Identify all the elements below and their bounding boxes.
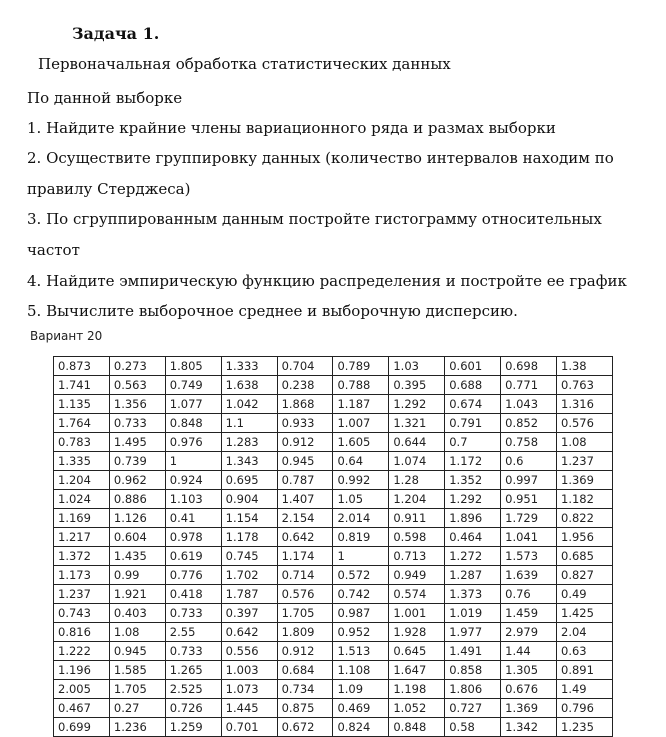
- table-cell: 0.742: [333, 585, 389, 604]
- table-cell: 1.356: [109, 395, 165, 414]
- table-cell: 0.574: [389, 585, 445, 604]
- table-cell: 1.1: [221, 414, 277, 433]
- table-cell: 0.695: [221, 471, 277, 490]
- table-cell: 0.816: [54, 623, 110, 642]
- table-cell: 0.949: [389, 566, 445, 585]
- table-cell: 1.806: [445, 680, 501, 699]
- task-subtitle: Первоначальная обработка статистических данных: [38, 55, 451, 73]
- table-cell: 0.997: [501, 471, 557, 490]
- table-cell: 1.019: [445, 604, 501, 623]
- table-cell: 1.343: [221, 452, 277, 471]
- table-cell: 0.576: [277, 585, 333, 604]
- table-cell: 1.05: [333, 490, 389, 509]
- table-cell: 0.727: [445, 699, 501, 718]
- table-cell: 0.467: [54, 699, 110, 718]
- table-cell: 1.491: [445, 642, 501, 661]
- table-cell: 1.236: [109, 718, 165, 737]
- table-cell: 1.705: [109, 680, 165, 699]
- table-cell: 1.03: [389, 357, 445, 376]
- table-cell: 1.169: [54, 509, 110, 528]
- table-cell: 1.172: [445, 452, 501, 471]
- table-cell: 1.007: [333, 414, 389, 433]
- table-cell: 1.204: [389, 490, 445, 509]
- table-cell: 1.369: [557, 471, 613, 490]
- table-cell: 0.58: [445, 718, 501, 737]
- variant-label: Вариант 20: [30, 329, 103, 343]
- table-cell: 0.912: [277, 642, 333, 661]
- table-cell: 0.952: [333, 623, 389, 642]
- table-cell: 0.714: [277, 566, 333, 585]
- table-cell: 1.977: [445, 623, 501, 642]
- table-cell: 1.585: [109, 661, 165, 680]
- table-cell: 1.182: [557, 490, 613, 509]
- table-cell: 0.397: [221, 604, 277, 623]
- task-item-3-continued: частот: [27, 241, 80, 259]
- table-cell: 1.38: [557, 357, 613, 376]
- table-cell: 0.987: [333, 604, 389, 623]
- table-cell: 0.819: [333, 528, 389, 547]
- table-cell: 0.27: [109, 699, 165, 718]
- task-intro: По данной выборке: [27, 89, 183, 107]
- table-cell: 1.09: [333, 680, 389, 699]
- table-cell: 1.024: [54, 490, 110, 509]
- task-item-2: 2. Осуществите группировку данных (количество интервалов находим по: [27, 149, 614, 167]
- table-row: [54, 642, 613, 661]
- table-cell: 0.698: [501, 357, 557, 376]
- table-cell: 1.787: [221, 585, 277, 604]
- table-cell: 1.445: [221, 699, 277, 718]
- table-cell: 0.788: [333, 376, 389, 395]
- table-cell: 0.886: [109, 490, 165, 509]
- sample-data-table: [53, 356, 613, 737]
- table-cell: 0.395: [389, 376, 445, 395]
- table-cell: 0.745: [221, 547, 277, 566]
- task-item-1: 1. Найдите крайние члены вариационного ряда и размах выборки: [27, 119, 556, 137]
- table-cell: 0.945: [277, 452, 333, 471]
- table-cell: 0.771: [501, 376, 557, 395]
- table-cell: 0.576: [557, 414, 613, 433]
- table-cell: 1.316: [557, 395, 613, 414]
- table-cell: 1.921: [109, 585, 165, 604]
- table-cell: 1.605: [333, 433, 389, 452]
- table-cell: 1.868: [277, 395, 333, 414]
- table-cell: 0.672: [277, 718, 333, 737]
- table-cell: 0.701: [221, 718, 277, 737]
- table-row: [54, 623, 613, 642]
- table-cell: 1.265: [165, 661, 221, 680]
- table-cell: 0.726: [165, 699, 221, 718]
- table-cell: 0.685: [557, 547, 613, 566]
- table-cell: 1.425: [557, 604, 613, 623]
- table-cell: 0.822: [557, 509, 613, 528]
- table-cell: 1.283: [221, 433, 277, 452]
- table-cell: 0.783: [54, 433, 110, 452]
- table-cell: 1.352: [445, 471, 501, 490]
- table-cell: 0.763: [557, 376, 613, 395]
- table-cell: 1.49: [557, 680, 613, 699]
- table-row: [54, 528, 613, 547]
- table-row: [54, 604, 613, 623]
- table-cell: 0.642: [221, 623, 277, 642]
- table-cell: 0.852: [501, 414, 557, 433]
- table-cell: 1.052: [389, 699, 445, 718]
- table-cell: 1.305: [501, 661, 557, 680]
- table-cell: 1.321: [389, 414, 445, 433]
- table-cell: 0.684: [277, 661, 333, 680]
- table-cell: 0.598: [389, 528, 445, 547]
- table-row: [54, 661, 613, 680]
- table-row: [54, 547, 613, 566]
- table-cell: 0.99: [109, 566, 165, 585]
- table-cell: 1.292: [389, 395, 445, 414]
- table-row: [54, 471, 613, 490]
- table-cell: 2.154: [277, 509, 333, 528]
- table-cell: 0.733: [165, 604, 221, 623]
- table-cell: 0.875: [277, 699, 333, 718]
- table-cell: 0.604: [109, 528, 165, 547]
- table-cell: 0.469: [333, 699, 389, 718]
- table-cell: 1.495: [109, 433, 165, 452]
- table-cell: 1.573: [501, 547, 557, 566]
- table-cell: 0.688: [445, 376, 501, 395]
- table-cell: 1.041: [501, 528, 557, 547]
- table-cell: 2.525: [165, 680, 221, 699]
- table-row: [54, 509, 613, 528]
- table-cell: 0.848: [165, 414, 221, 433]
- table-cell: 0.418: [165, 585, 221, 604]
- table-cell: 0.904: [221, 490, 277, 509]
- table-cell: 1.237: [54, 585, 110, 604]
- table-cell: 0.962: [109, 471, 165, 490]
- table-cell: 0.676: [501, 680, 557, 699]
- table-row: [54, 433, 613, 452]
- table-cell: 1.174: [277, 547, 333, 566]
- table-cell: 0.891: [557, 661, 613, 680]
- task-title: Задача 1.: [72, 24, 160, 43]
- table-cell: 1.077: [165, 395, 221, 414]
- table-cell: 1.638: [221, 376, 277, 395]
- table-cell: 2.979: [501, 623, 557, 642]
- table-cell: 0.238: [277, 376, 333, 395]
- table-cell: 1.222: [54, 642, 110, 661]
- table-cell: 1.373: [445, 585, 501, 604]
- table-cell: 0.642: [277, 528, 333, 547]
- table-cell: 0.6: [501, 452, 557, 471]
- table-cell: 1.292: [445, 490, 501, 509]
- table-cell: 0.743: [54, 604, 110, 623]
- table-cell: 1.043: [501, 395, 557, 414]
- table-cell: 1.237: [557, 452, 613, 471]
- table-cell: 0.733: [165, 642, 221, 661]
- table-cell: 0.7: [445, 433, 501, 452]
- table-cell: 0.933: [277, 414, 333, 433]
- table-cell: 0.556: [221, 642, 277, 661]
- table-cell: 0.976: [165, 433, 221, 452]
- table-cell: 0.796: [557, 699, 613, 718]
- table-cell: 1.217: [54, 528, 110, 547]
- table-cell: 0.63: [557, 642, 613, 661]
- table-cell: 1.435: [109, 547, 165, 566]
- table-cell: 1.809: [277, 623, 333, 642]
- table-cell: 0.749: [165, 376, 221, 395]
- table-cell: 1.074: [389, 452, 445, 471]
- table-cell: 2.005: [54, 680, 110, 699]
- table-cell: 0.924: [165, 471, 221, 490]
- table-cell: 1: [165, 452, 221, 471]
- table-cell: 1.705: [277, 604, 333, 623]
- table-row: [54, 414, 613, 433]
- table-cell: 1.647: [389, 661, 445, 680]
- table-cell: 1.28: [389, 471, 445, 490]
- table-cell: 0.789: [333, 357, 389, 376]
- table-cell: 0.273: [109, 357, 165, 376]
- table-cell: 1.001: [389, 604, 445, 623]
- table-cell: 0.64: [333, 452, 389, 471]
- table-cell: 2.55: [165, 623, 221, 642]
- table-cell: 0.619: [165, 547, 221, 566]
- table-cell: 0.912: [277, 433, 333, 452]
- table-cell: 0.824: [333, 718, 389, 737]
- table-row: [54, 395, 613, 414]
- table-cell: 1.204: [54, 471, 110, 490]
- task-item-5: 5. Вычислите выборочное среднее и выборочную дисперсию.: [27, 302, 518, 320]
- table-cell: 0.49: [557, 585, 613, 604]
- table-cell: 0.563: [109, 376, 165, 395]
- table-row: [54, 718, 613, 737]
- table-row: [54, 585, 613, 604]
- table-cell: 0.601: [445, 357, 501, 376]
- table-cell: 1.103: [165, 490, 221, 509]
- task-item-2-continued: правилу Стерджеса): [27, 180, 191, 198]
- table-cell: 0.645: [389, 642, 445, 661]
- table-cell: 0.758: [501, 433, 557, 452]
- table-row: [54, 490, 613, 509]
- table-cell: 1.154: [221, 509, 277, 528]
- table-cell: 1.259: [165, 718, 221, 737]
- table-cell: 0.791: [445, 414, 501, 433]
- table-cell: 1.073: [221, 680, 277, 699]
- table-cell: 1.333: [221, 357, 277, 376]
- table-cell: 1.342: [501, 718, 557, 737]
- table-cell: 1.513: [333, 642, 389, 661]
- table-cell: 1.287: [445, 566, 501, 585]
- task-item-4: 4. Найдите эмпирическую функцию распределения и постройте ее график: [27, 272, 627, 290]
- table-cell: 1.08: [109, 623, 165, 642]
- table-row: [54, 680, 613, 699]
- table-cell: 0.951: [501, 490, 557, 509]
- table-cell: 0.464: [445, 528, 501, 547]
- table-cell: 0.992: [333, 471, 389, 490]
- table-cell: 0.704: [277, 357, 333, 376]
- table-cell: 1.741: [54, 376, 110, 395]
- table-cell: 1.459: [501, 604, 557, 623]
- table-cell: 0.644: [389, 433, 445, 452]
- table-row: [54, 452, 613, 471]
- table-cell: 0.76: [501, 585, 557, 604]
- task-item-3: 3. По сгруппированным данным постройте гистограмму относительных: [27, 210, 602, 228]
- table-cell: 1.639: [501, 566, 557, 585]
- table-row: [54, 566, 613, 585]
- table-cell: 1.272: [445, 547, 501, 566]
- table-cell: 1.369: [501, 699, 557, 718]
- table-cell: 1: [333, 547, 389, 566]
- table-cell: 1.173: [54, 566, 110, 585]
- table-cell: 0.848: [389, 718, 445, 737]
- table-cell: 1.372: [54, 547, 110, 566]
- table-cell: 1.196: [54, 661, 110, 680]
- table-cell: 0.674: [445, 395, 501, 414]
- table-cell: 0.787: [277, 471, 333, 490]
- table-cell: 0.739: [109, 452, 165, 471]
- table-cell: 0.572: [333, 566, 389, 585]
- table-cell: 1.729: [501, 509, 557, 528]
- table-cell: 1.003: [221, 661, 277, 680]
- table-cell: 0.733: [109, 414, 165, 433]
- table-cell: 1.135: [54, 395, 110, 414]
- table-row: [54, 376, 613, 395]
- table-row: [54, 357, 613, 376]
- table-cell: 0.734: [277, 680, 333, 699]
- table-cell: 0.858: [445, 661, 501, 680]
- table-cell: 1.178: [221, 528, 277, 547]
- table-cell: 1.126: [109, 509, 165, 528]
- table-cell: 0.827: [557, 566, 613, 585]
- table-cell: 1.956: [557, 528, 613, 547]
- table-cell: 0.945: [109, 642, 165, 661]
- table-cell: 0.776: [165, 566, 221, 585]
- table-cell: 0.713: [389, 547, 445, 566]
- table-cell: 1.702: [221, 566, 277, 585]
- table-cell: 1.198: [389, 680, 445, 699]
- table-cell: 1.042: [221, 395, 277, 414]
- table-row: [54, 699, 613, 718]
- table-cell: 1.187: [333, 395, 389, 414]
- table-cell: 1.335: [54, 452, 110, 471]
- table-cell: 0.978: [165, 528, 221, 547]
- table-cell: 0.403: [109, 604, 165, 623]
- table-cell: 1.928: [389, 623, 445, 642]
- table-cell: 1.108: [333, 661, 389, 680]
- table-cell: 1.805: [165, 357, 221, 376]
- table-cell: 1.08: [557, 433, 613, 452]
- table-cell: 1.764: [54, 414, 110, 433]
- table-cell: 0.873: [54, 357, 110, 376]
- table-cell: 0.699: [54, 718, 110, 737]
- table-cell: 1.896: [445, 509, 501, 528]
- table-cell: 0.41: [165, 509, 221, 528]
- table-cell: 2.014: [333, 509, 389, 528]
- table-cell: 0.911: [389, 509, 445, 528]
- table-cell: 2.04: [557, 623, 613, 642]
- table-cell: 1.407: [277, 490, 333, 509]
- table-cell: 1.235: [557, 718, 613, 737]
- table-cell: 1.44: [501, 642, 557, 661]
